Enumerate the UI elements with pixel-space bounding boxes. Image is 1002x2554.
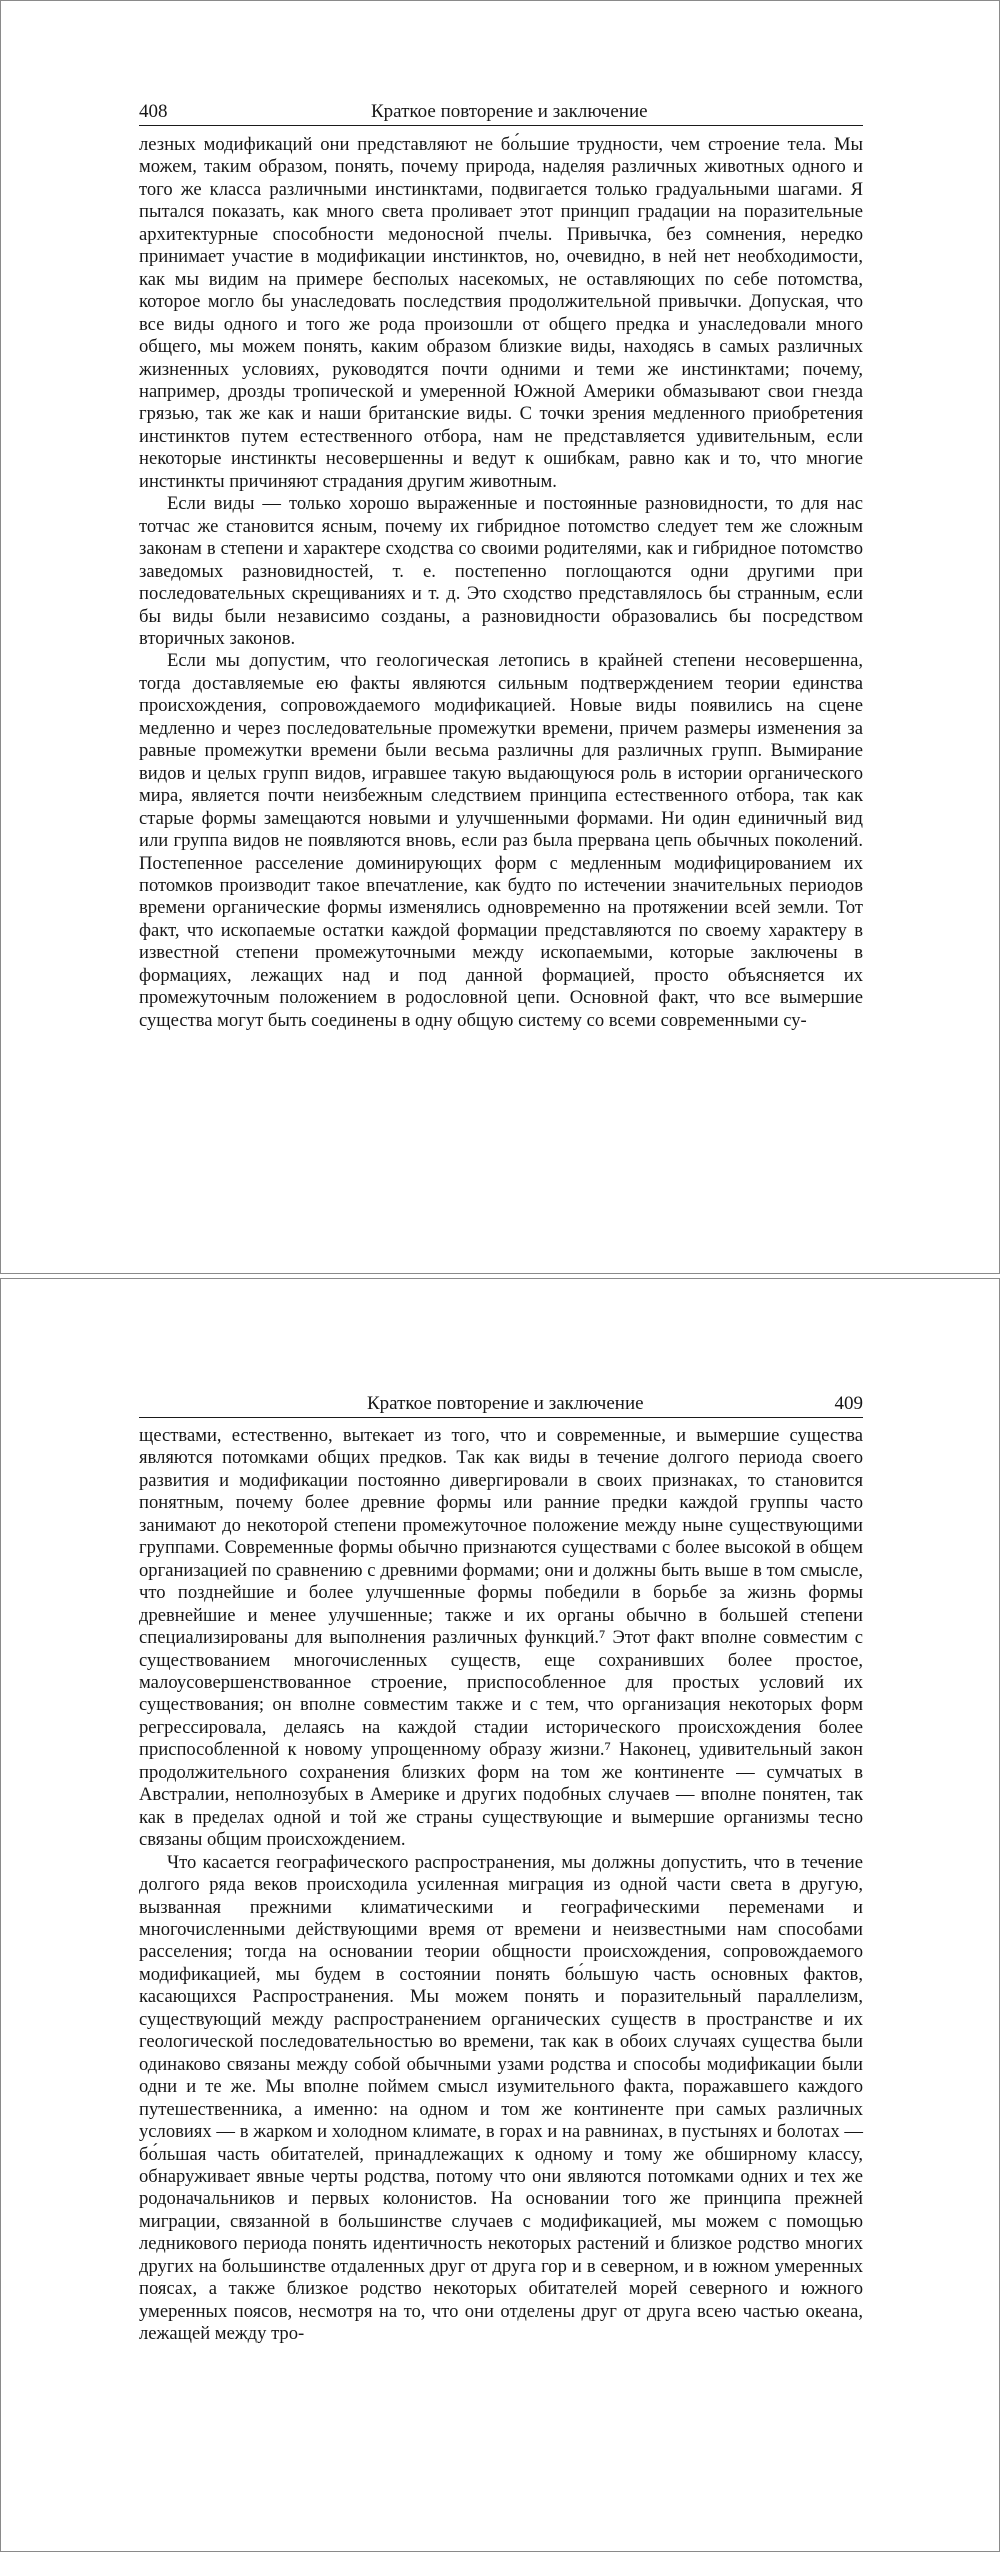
running-head-title: Краткое повторение и заключение xyxy=(367,1393,644,1414)
running-head-title: Краткое повторение и заключение xyxy=(371,101,648,122)
paragraph: ществами, естественно, вытекает из того, что и современные, и вымершие существа являются потомками общих предков. Так как виды в течение долгого периода своего развития и модификации постоянно дивергировали в своих признаках, то становится понятным, почему более древние формы или ранние предки каждой группы часто занимают до некоторой степени промежуточное положение между ныне существующими группами. Современные формы обычно признаются существами с более высокой в общем организацией по сравнению с древними формами; они и должны быть выше в том смысле, что позднейшие и более улучшенные формы победили в борьбе за жизнь формы древнейшие и менее улучшенные; также и их органы обычно в большей степени специализированы для выполнения различных функций.⁷ Этот факт вполне совместим с существованием многочисленных существ, еще сохранивших более простое, малоусовершенствованное строение, приспособленное для простых условий их существования; он вполне совместим также и с тем, что организация некоторых форм регрессировала, делаясь на каждой стадии исторического происхождения более приспособленной к новому упрощенному образу жизни.⁷ Наконец, удивительный закон продолжительного сохранения близких форм на том же континенте — сумчатых в Австралии, неполнозубых в Америке и других подобных случаев — вполне понятен, так как в пределах одной и той же страны существующие и вымершие организмы тесно связаны общим происхождением. xyxy=(139,1425,863,1851)
page-number: 408 xyxy=(139,101,168,122)
page-408 xyxy=(0,0,1000,1274)
paragraph: Если мы допустим, что геологическая летопись в крайней степени несовершенна, тогда доставляемые ею факты являются сильным подтверждением теории единства происхождения, сопровождаемого модификацией. Новые виды появились на сцене медленно и через последовательные промежутки времени, причем размеры изменения за равные промежутки времени были весьма различны для различных групп. Вымирание видов и целых групп видов, игравшее такую выдающуюся роль в истории органического мира, является почти неизбежным следствием принципа естественного отбора, так как старые формы замещаются новыми и улучшенными формами. Ни один единичный вид или группа видов не появляются вновь, если раз была прервана цепь обычных поколений. Постепенное расселение доминирующих форм с медленным модифицированием их потомков производит такое впечатление, как будто по истечении значительных периодов времени органические формы изменялись одновременно на протяжении всей земли. Тот факт, что ископаемые остатки каждой формации представляются по своему характеру в известной степени промежуточными между ископаемыми, которые заключены в формациях, лежащих над и под данной формацией, просто объясняется их промежуточным положением в родословной цепи. Основной факт, что все вымершие существа могут быть соединены в одну общую систему со всеми современными су- xyxy=(139,650,863,1031)
paragraph: лезных модификаций они представляют не бо́льшие трудности, чем строение тела. Мы можем, таким образом, понять, почему природа, наделяя различных животных одного и того же класса различными инстинктами, подвигается только градуальными шагами. Я пытался показать, как много света проливает этот принцип градации на поразительные архитектурные способности медоносной пчелы. Привычка, без сомнения, нередко принимает участие в модификации инстинктов, но, очевидно, в ней нет необходимости, как мы видим на примере бесполых насекомых, не оставляющих по себе потомства, которое могло бы унаследовать последствия продолжительной привычки. Допуская, что все виды одного и того же рода произошли от общего предка и унаследовали много общего, мы можем понять, каким образом близкие виды, находясь в самых различных жизненных условиях, руководятся почти одними и теми же инстинктами; почему, например, дрозды тропической и умеренной Южной Америки обмазывают свои гнезда грязью, так же как и наши британские виды. С точки зрения медленного приобретения инстинктов путем естественного отбора, нам не представляется удивительным, если некоторые инстинкты несовершенны и ведут к ошибкам, равно как и то, что многие инстинкты причиняют страдания другим животным. xyxy=(139,134,863,492)
paragraph: Что касается географического распространения, мы должны допустить, что в течение долгого ряда веков происходила усиленная миграция из одной части света в другую, вызванная прежними климатическими и географическими переменами и многочисленными действующими время от времени и неизвестными нам способами расселения; тогда на основании теории общности происхождения, сопровождаемого модификацией, мы будем в состоянии понять бо́льшую часть основных фактов, касающихся Распространения. Мы можем понять и поразительный параллелизм, существующий между распространением органических существ в пространстве и их геологической последовательностью во времени, так как в обоих случаях существа были одинаково связаны между собой обычными узами родства и способы модификации были одни и те же. Мы вполне поймем смысл изумительного факта, поражавшего каждого путешественника, а именно: на одном и том же континенте при самых различных условиях — в жарком и холодном климате, в горах и на равнинах, в пустынях и болотах — бо́льшая часть обитателей, принадлежащих к одному и тому же обширному классу, обнаруживает явные черты родства, потому что они являются потомками одних и тех же родоначальников и первых колонистов. На основании того же принципа прежней миграции, связанной в большинстве случаев с модификацией, мы можем с помощью ледникового периода понять идентичность некоторых растений и близкое родство многих других на большинстве отдаленных друг от друга гор и в северном, и в южном умеренных поясах, а также близкое родство некоторых обитателей морей северного и южного умеренных поясов, несмотря на то, что они отделены друг от друга всею частью океана, лежащей между тро- xyxy=(139,1851,863,2345)
running-header xyxy=(139,1391,863,1418)
page-body xyxy=(139,1425,863,2346)
paragraph: Если виды — только хорошо выраженные и постоянные разновидности, то для нас тотчас же становится ясным, почему их гибридное потомство следует тем же сложным законам в степени и характере сходства со своими родителями, как и гибридное потомство заведомых разновидностей, т. е. постепенно поглощаются одни другими при последовательных скрещиваниях и т. д. Это сходство представлялось бы странным, если бы виды были независимо созданы, а разновидности образовались бы посредством вторичных законов. xyxy=(139,493,863,649)
page-409 xyxy=(0,1278,1000,2552)
page-body xyxy=(139,134,863,1032)
running-header xyxy=(139,99,863,126)
page-number: 409 xyxy=(834,1393,863,1414)
